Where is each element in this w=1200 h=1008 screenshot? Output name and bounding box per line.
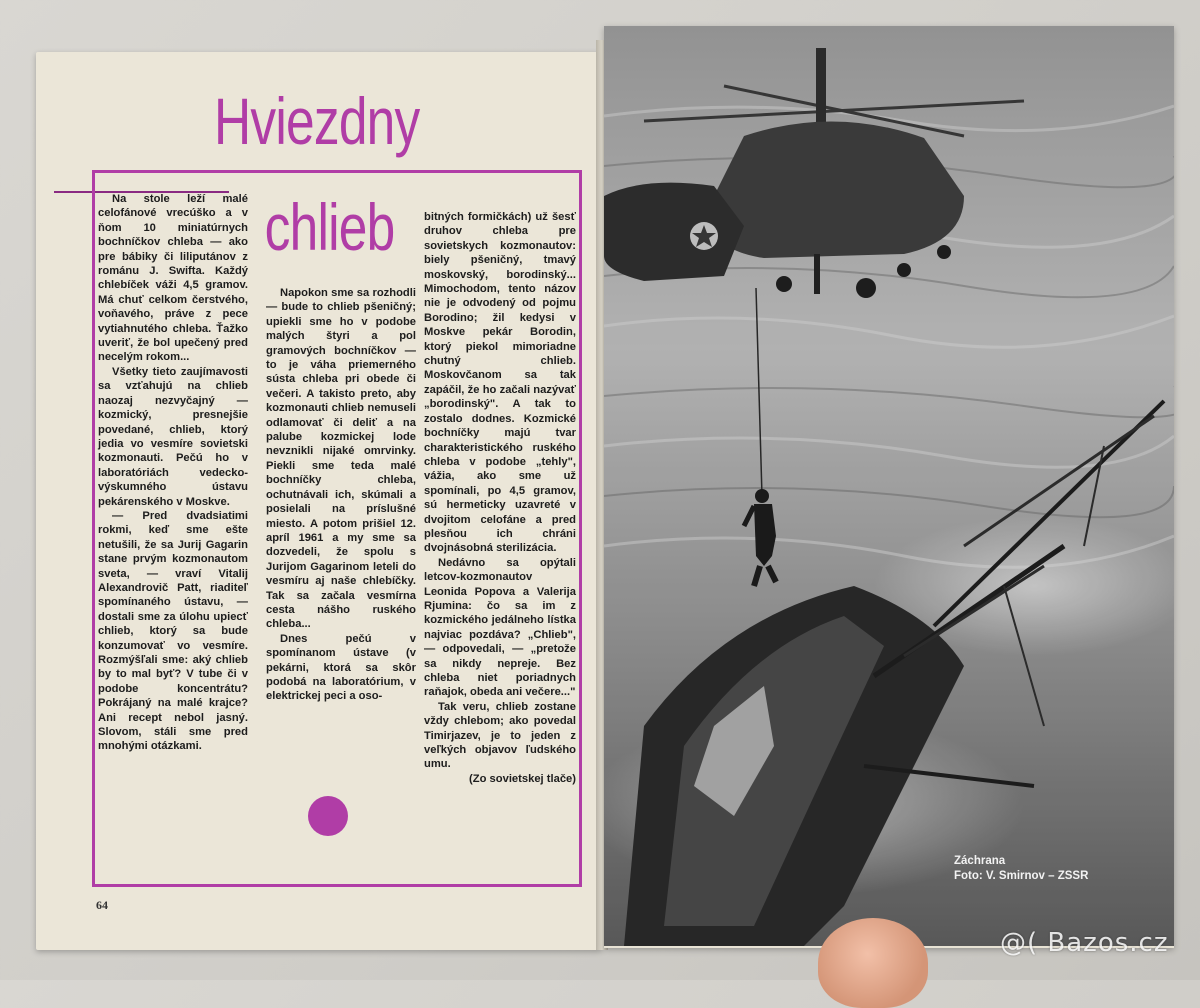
paragraph: Dnes pečú v spomínanom ústave (v pekárni, ktorá sa skôr podobá na laboratórium, v elektrickej peci a oso-: [266, 632, 416, 703]
paragraph: Všetky tieto zaujímavosti sa vzťahujú na chlieb naozaj nezvyčajný — kozmický, presnejšie povedané, chlieb, ktorý jedia vo vesmíre sovietski kozmonauti. Pečú ho v laboratóriách vedecko-výskumného ústavu pekárenského v Moskve.: [98, 365, 248, 508]
paragraph: Napokon sme sa rozhodli — bude to chlieb pšeničný; upiekli sme ho v podobe malých štyri a pol gramových bochníčkov — to je váha priemerného sústa chleba pri obede či večeri. A takisto preto, aby kozmonauti chlieb nemuseli odlamovať či deliť a na palube kozmickej lode nevznikli nijaké omrvinky. Piekli sme teda malé bochníčky chleba, ochutnávali ich, skúmali a posielali na príslušné miesto. A potom prišiel 12. apríl 1961 a my sme sa dozvedeli, že spolu s Jurijom Gagarinom leteli do vesmíru aj naše chlebíčky. Tak sa začala vesmírna cesta nášho ruského chleba...: [266, 287, 416, 631]
caption-title: Záchrana: [954, 855, 1006, 867]
paragraph: Nedávno sa opýtali letcov-kozmonautov Leonida Popova a Valerija Rjumina: čo sa im z kozmického jedálneho lístka najviac pozdáva? „Chlieb", — odpovedali, — „pretože sa nikdy neprejе. Bez chleba niet poriadnych raňajok, obeda ani večere...": [424, 556, 576, 699]
photo-caption: [954, 854, 1088, 884]
paragraph: bitných formičkách) už šesť druhov chleba pre sovietskych kozmonautov: biely pšeničný, tmavý moskovský, borodinský... Mimochodom, tento názov nie je odvodený od pojmu Borodino; žil kedysi v Moskve pekár Borodin, ktorý piekol mimoriadne chutný chlieb. Moskovčanom sa tak zapáčil, že ho začali nazývať „borodinský". A tak to zostalo dodnes. Kozmické bochníčky majú tvar charakteristického ruského chleba v podobe „tehly", vážia, ako sme už spomínali, po 4,5 gramov, sú hermeticky uzavreté v dvojitom celofáne a pred plesňou ich chráni dvojnásobná sterilizácia.: [424, 211, 576, 555]
helicopter-ship-photo: [604, 26, 1174, 946]
paragraph: — Pred dvadsiatimi rokmi, keď sme ešte netušili, že sa Jurij Gagarin stane prvým kozmonautom sveta, — vraví Vitalij Alexandrovič Patt, riaditeľ spomínaného ústavu, — dostali sme za úlohu upiecť chlieb, ktorý sa bude konzumovať vo vesmíre. Rozmýšľali sme: aký chlieb by to mal byť? V tube či v podobe koncentrátu? Pokrájaný na malé krajce? Ani recept nebol jasný. Slovom, stáli sme pred mnohými otázkami.: [98, 509, 248, 753]
thumb: [818, 918, 928, 1008]
right-page: [604, 26, 1174, 948]
source-attribution: (Zo sovietskej tlače): [469, 772, 576, 785]
article-title-line2: chlieb: [260, 192, 399, 262]
page-number: 64: [96, 898, 108, 912]
caption-credit: Foto: V. Smirnov – ZSSR: [954, 870, 1089, 882]
text-column-3: [424, 210, 576, 786]
text-column-2: [266, 286, 416, 704]
paragraph: Tak veru, chlieb zostane vždy chlebom; ako povedal Timirjazev, je to jeden z veľkých objavov ľudského umu.: [424, 700, 576, 771]
paragraph: Na stole leží malé celofánové vrecúško a v ňom 10 miniatúrnych bochníčkov chleba — ako pre bábiky či liliputánov z románu J. Swifta. Každý chlebíček váži 4,5 gramov. Má chuť celkom čerstvého, voňavého, práve z pece vytiahnutého chleba. Ťažko uveriť, že bol upečený pred necelým rokom...: [98, 193, 248, 364]
watermark: @( Bazos.cz: [1000, 928, 1169, 958]
rescue-photo: [604, 26, 1174, 946]
article-title-line1: Hviezdny: [214, 84, 420, 158]
text-column-1: [98, 192, 248, 754]
magenta-dot: [308, 796, 348, 836]
left-page: [36, 52, 602, 950]
